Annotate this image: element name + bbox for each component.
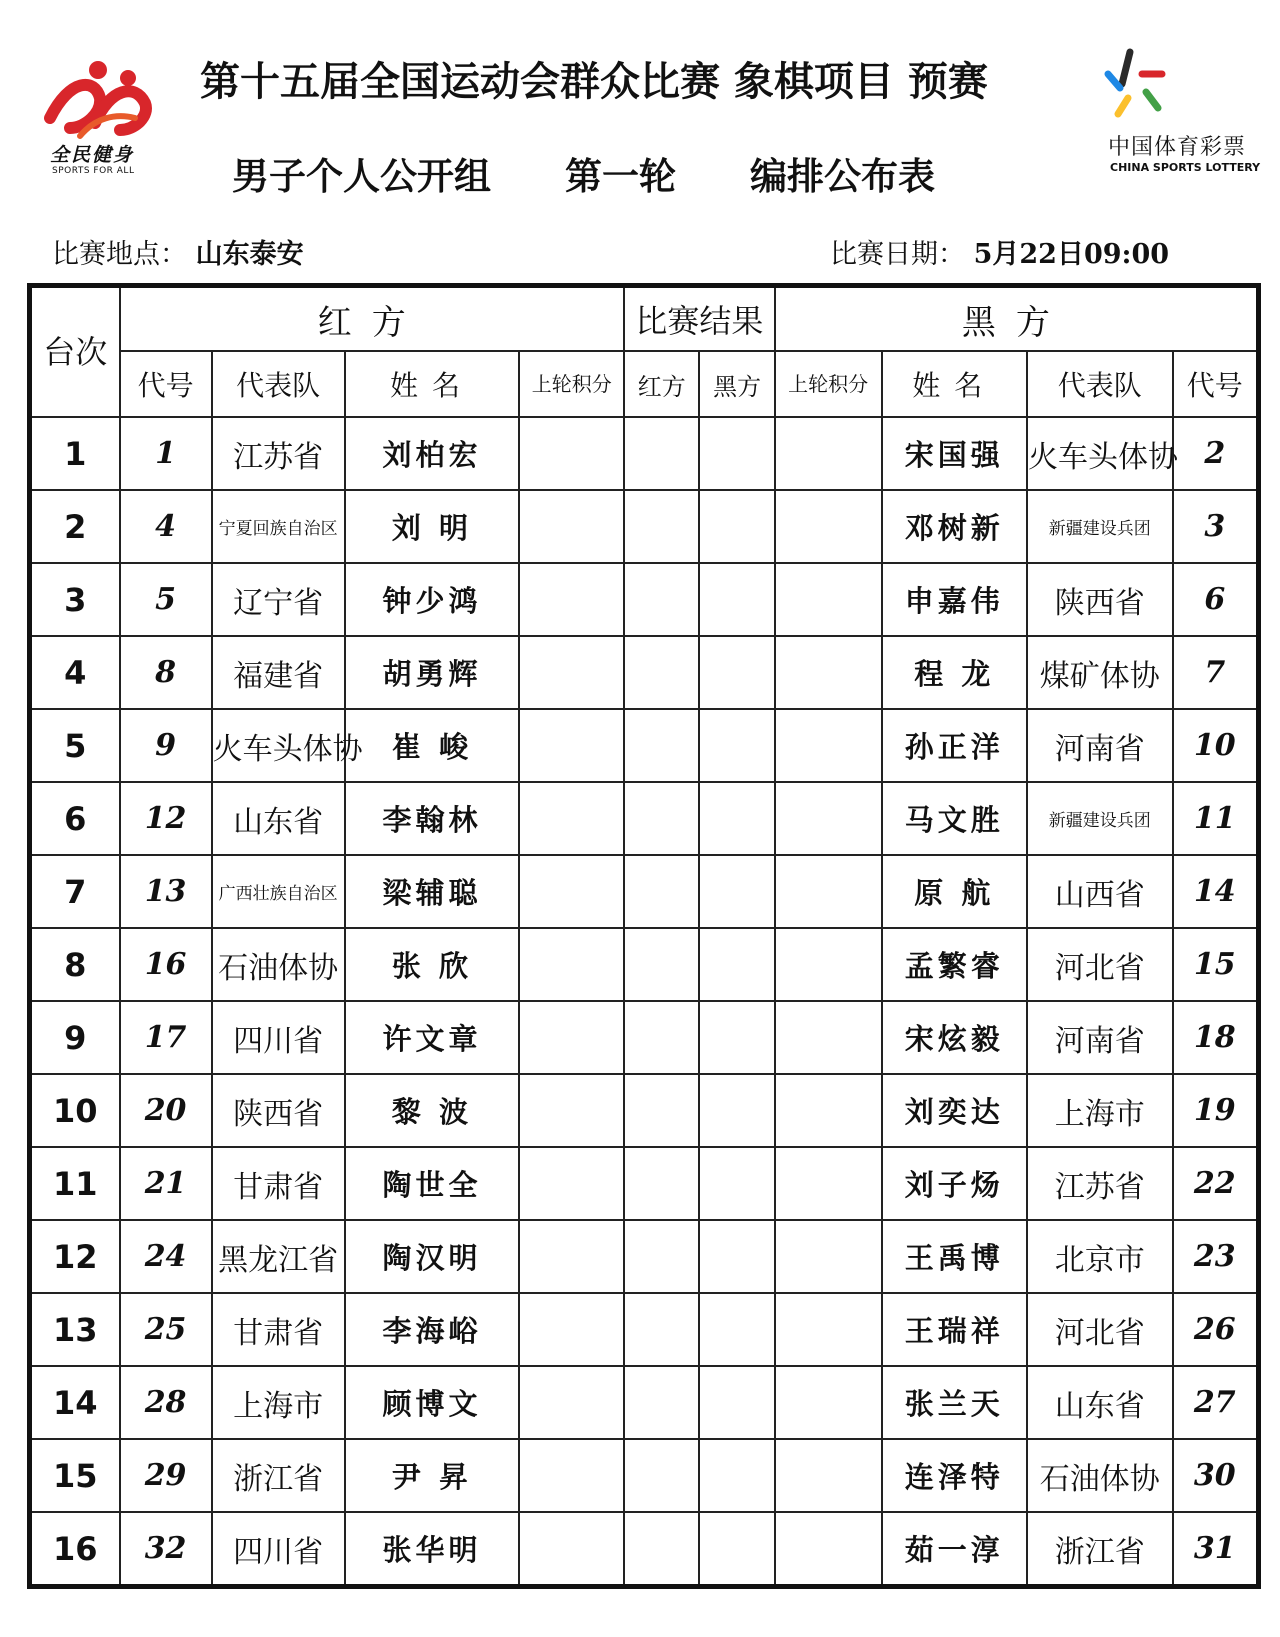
result-black: [699, 417, 774, 490]
red-prev-score: [519, 563, 624, 636]
result-red: [624, 1001, 699, 1074]
black-player-code: 3: [1173, 490, 1259, 563]
black-prev-score: [775, 709, 882, 782]
date-label: 比赛日期：: [830, 239, 965, 270]
result-black: [699, 709, 774, 782]
red-team: 上海市: [212, 1366, 345, 1439]
black-player-code: 18: [1173, 1001, 1259, 1074]
red-prev-score: [519, 1220, 624, 1293]
sports-for-all-emblem-icon: [40, 58, 160, 143]
red-player-code: 13: [120, 855, 212, 928]
black-player-name: 刘奕达: [882, 1074, 1028, 1147]
red-player-code: 8: [120, 636, 212, 709]
black-player-code: 7: [1173, 636, 1259, 709]
red-team: 四川省: [212, 1512, 345, 1587]
date-value: 5月22日09:00: [973, 239, 1170, 270]
black-prev-score: [775, 928, 882, 1001]
table-row: [30, 417, 1259, 490]
result-red: [624, 636, 699, 709]
result-red: [624, 1147, 699, 1220]
black-team-header: 代表队: [1027, 351, 1173, 417]
group-title: 男子个人公开组: [232, 154, 491, 198]
red-team: 石油体协: [212, 928, 345, 1001]
red-team: 陕西省: [212, 1074, 345, 1147]
black-player-name: 孙正洋: [882, 709, 1028, 782]
black-player-name: 邓树新: [882, 490, 1028, 563]
red-player-code: 29: [120, 1439, 212, 1512]
round-title: 第一轮: [565, 154, 676, 198]
result-black: [699, 1147, 774, 1220]
red-team-header: 代表队: [212, 351, 345, 417]
sports-for-all-name: 全民健身: [50, 144, 135, 166]
table-row: [30, 1293, 1259, 1366]
black-prev-score: [775, 1439, 882, 1512]
board-number: 16: [30, 1512, 120, 1587]
black-player-code: 23: [1173, 1220, 1259, 1293]
red-player-code: 4: [120, 490, 212, 563]
result-red: [624, 1220, 699, 1293]
red-player-name: 顾博文: [345, 1366, 520, 1439]
board-number: 2: [30, 490, 120, 563]
table-row: [30, 1074, 1259, 1147]
red-prev-score: [519, 709, 624, 782]
red-team: 宁夏回族自治区: [212, 490, 345, 563]
red-player-code: 21: [120, 1147, 212, 1220]
board-number: 14: [30, 1366, 120, 1439]
black-team: 河北省: [1027, 1293, 1173, 1366]
black-team: 山西省: [1027, 855, 1173, 928]
venue-line: [52, 232, 304, 271]
red-player-name: 刘 明: [345, 490, 520, 563]
board-number: 3: [30, 563, 120, 636]
venue-value: 山东泰安: [195, 239, 304, 270]
red-player-name: 崔 峻: [345, 709, 520, 782]
red-team: 甘肃省: [212, 1293, 345, 1366]
table-row: [30, 928, 1259, 1001]
china-sports-lottery-name-en: CHINA SPORTS LOTTERY: [1110, 161, 1261, 174]
black-team: 火车头体协: [1027, 417, 1173, 490]
table-row: [30, 1147, 1259, 1220]
black-player-name: 原 航: [882, 855, 1028, 928]
red-player-name: 尹 昇: [345, 1439, 520, 1512]
red-player-name: 刘柏宏: [345, 417, 520, 490]
table-row: [30, 563, 1259, 636]
result-red: [624, 1293, 699, 1366]
black-player-code: 2: [1173, 417, 1259, 490]
black-player-code: 26: [1173, 1293, 1259, 1366]
board-number: 11: [30, 1147, 120, 1220]
black-team: 江苏省: [1027, 1147, 1173, 1220]
black-player-code: 22: [1173, 1147, 1259, 1220]
black-team: 河北省: [1027, 928, 1173, 1001]
red-code-header: 代号: [120, 351, 212, 417]
sports-for-all-logo: [40, 58, 170, 178]
black-player-code: 15: [1173, 928, 1259, 1001]
red-player-code: 25: [120, 1293, 212, 1366]
black-team: 石油体协: [1027, 1439, 1173, 1512]
black-team: 河南省: [1027, 1001, 1173, 1074]
board-number: 8: [30, 928, 120, 1001]
result-black: [699, 928, 774, 1001]
black-prev-score: [775, 563, 882, 636]
china-sports-lottery-name: 中国体育彩票: [1108, 135, 1247, 160]
black-team: 山东省: [1027, 1366, 1173, 1439]
result-red: [624, 490, 699, 563]
black-side-header: 黑方: [775, 286, 1259, 352]
black-player-name: 申嘉伟: [882, 563, 1028, 636]
venue-label: 比赛地点：: [52, 239, 187, 270]
red-prev-score: [519, 490, 624, 563]
black-player-code: 30: [1173, 1439, 1259, 1512]
black-code-header: 代号: [1173, 351, 1259, 417]
black-prev-score: [775, 855, 882, 928]
black-player-name: 连泽特: [882, 1439, 1028, 1512]
black-team: 新疆建设兵团: [1027, 490, 1173, 563]
result-black: [699, 1439, 774, 1512]
red-player-name: 胡勇辉: [345, 636, 520, 709]
board-number: 4: [30, 636, 120, 709]
table-row: [30, 1220, 1259, 1293]
red-prev-score: [519, 855, 624, 928]
table-row: [30, 782, 1259, 855]
sports-for-all-name-en: SPORTS FOR ALL: [52, 166, 135, 176]
red-player-code: 32: [120, 1512, 212, 1587]
result-header: 比赛结果: [624, 286, 775, 352]
red-player-name: 梁辅聪: [345, 855, 520, 928]
pairing-table: [27, 283, 1261, 1589]
result-red: [624, 1074, 699, 1147]
result-red: [624, 1512, 699, 1587]
result-black: [699, 1074, 774, 1147]
red-team: 浙江省: [212, 1439, 345, 1512]
result-red: [624, 563, 699, 636]
red-player-code: 12: [120, 782, 212, 855]
black-player-name: 宋国强: [882, 417, 1028, 490]
black-player-name: 王禹博: [882, 1220, 1028, 1293]
result-black: [699, 1366, 774, 1439]
red-prev-score: [519, 417, 624, 490]
red-team: 广西壮族自治区: [212, 855, 345, 928]
red-prev-score: [519, 1001, 624, 1074]
black-player-name: 茹一淳: [882, 1512, 1028, 1587]
board-number: 5: [30, 709, 120, 782]
red-prev-score: [519, 1366, 624, 1439]
black-player-code: 31: [1173, 1512, 1259, 1587]
result-black: [699, 1293, 774, 1366]
black-player-code: 14: [1173, 855, 1259, 928]
black-player-code: 11: [1173, 782, 1259, 855]
date-line: [830, 232, 1169, 271]
result-black: [699, 563, 774, 636]
black-player-name: 张兰天: [882, 1366, 1028, 1439]
result-black: [699, 1220, 774, 1293]
result-red: [624, 928, 699, 1001]
table-row: [30, 855, 1259, 928]
black-player-code: 10: [1173, 709, 1259, 782]
board-number: 6: [30, 782, 120, 855]
red-prev-score: [519, 636, 624, 709]
result-black: [699, 855, 774, 928]
black-player-code: 19: [1173, 1074, 1259, 1147]
result-red: [624, 1439, 699, 1512]
red-player-name: 黎 波: [345, 1074, 520, 1147]
red-player-code: 16: [120, 928, 212, 1001]
black-prev-score-header: 上轮积分: [775, 351, 882, 417]
table-row: [30, 1001, 1259, 1074]
black-prev-score: [775, 782, 882, 855]
result-black: [699, 782, 774, 855]
board-number: 15: [30, 1439, 120, 1512]
black-team: 煤矿体协: [1027, 636, 1173, 709]
black-prev-score: [775, 1293, 882, 1366]
table-row: [30, 709, 1259, 782]
table-row: [30, 1512, 1259, 1587]
black-team: 河南省: [1027, 709, 1173, 782]
black-team: 新疆建设兵团: [1027, 782, 1173, 855]
red-player-name: 李海峪: [345, 1293, 520, 1366]
black-team: 北京市: [1027, 1220, 1173, 1293]
red-player-name: 李翰林: [345, 782, 520, 855]
black-team: 上海市: [1027, 1074, 1173, 1147]
red-player-code: 20: [120, 1074, 212, 1147]
red-team: 四川省: [212, 1001, 345, 1074]
doc-type-title: 编排公布表: [750, 154, 935, 198]
board-number: 12: [30, 1220, 120, 1293]
black-prev-score: [775, 1001, 882, 1074]
red-prev-score: [519, 1147, 624, 1220]
red-prev-score: [519, 1293, 624, 1366]
black-prev-score: [775, 1366, 882, 1439]
red-team: 黑龙江省: [212, 1220, 345, 1293]
black-player-name: 马文胜: [882, 782, 1028, 855]
document-title: 第十五届全国运动会群众比赛 象棋项目 预赛: [200, 58, 988, 105]
table-row: [30, 636, 1259, 709]
black-prev-score: [775, 1512, 882, 1587]
result-black: [699, 1512, 774, 1587]
red-team: 福建省: [212, 636, 345, 709]
result-red: [624, 709, 699, 782]
black-player-name: 王瑞祥: [882, 1293, 1028, 1366]
red-player-name: 张 欣: [345, 928, 520, 1001]
black-team: 浙江省: [1027, 1512, 1173, 1587]
red-player-code: 1: [120, 417, 212, 490]
black-team: 陕西省: [1027, 563, 1173, 636]
black-prev-score: [775, 1074, 882, 1147]
red-player-code: 5: [120, 563, 212, 636]
black-prev-score: [775, 417, 882, 490]
result-red: [624, 855, 699, 928]
black-player-code: 27: [1173, 1366, 1259, 1439]
china-sports-lottery-logo: [1100, 44, 1270, 184]
red-team: 江苏省: [212, 417, 345, 490]
result-red: [624, 782, 699, 855]
result-black: [699, 636, 774, 709]
red-prev-score: [519, 1512, 624, 1587]
black-player-name: 宋炫毅: [882, 1001, 1028, 1074]
red-player-code: 28: [120, 1366, 212, 1439]
red-player-name: 张华明: [345, 1512, 520, 1587]
black-player-name: 程 龙: [882, 636, 1028, 709]
black-player-name: 刘子炀: [882, 1147, 1028, 1220]
red-player-code: 17: [120, 1001, 212, 1074]
black-player-code: 6: [1173, 563, 1259, 636]
red-prev-score: [519, 1439, 624, 1512]
board-number: 7: [30, 855, 120, 928]
board-number: 9: [30, 1001, 120, 1074]
red-player-code: 24: [120, 1220, 212, 1293]
red-prev-score: [519, 782, 624, 855]
red-player-name: 钟少鸿: [345, 563, 520, 636]
red-team: 火车头体协: [212, 709, 345, 782]
red-team: 甘肃省: [212, 1147, 345, 1220]
red-player-name: 陶汉明: [345, 1220, 520, 1293]
red-player-name: 陶世全: [345, 1147, 520, 1220]
red-team: 辽宁省: [212, 563, 345, 636]
red-prev-score: [519, 1074, 624, 1147]
board-number: 10: [30, 1074, 120, 1147]
black-name-header: 姓名: [882, 351, 1028, 417]
result-red: [624, 1366, 699, 1439]
lottery-emblem-icon: [1100, 44, 1180, 124]
red-player-code: 9: [120, 709, 212, 782]
red-name-header: 姓名: [345, 351, 520, 417]
result-black-header: 黑方: [699, 351, 774, 417]
black-player-name: 孟繁睿: [882, 928, 1028, 1001]
black-prev-score: [775, 1147, 882, 1220]
table-row: [30, 1439, 1259, 1512]
result-red: [624, 417, 699, 490]
table-row: [30, 1366, 1259, 1439]
result-black: [699, 490, 774, 563]
board-header: 台次: [30, 286, 120, 418]
result-red-header: 红方: [624, 351, 699, 417]
red-prev-score: [519, 928, 624, 1001]
table-row: [30, 490, 1259, 563]
red-team: 山东省: [212, 782, 345, 855]
board-number: 1: [30, 417, 120, 490]
red-side-header: 红方: [120, 286, 625, 352]
black-prev-score: [775, 490, 882, 563]
red-prev-score-header: 上轮积分: [519, 351, 624, 417]
board-number: 13: [30, 1293, 120, 1366]
black-prev-score: [775, 1220, 882, 1293]
result-black: [699, 1001, 774, 1074]
red-player-name: 许文章: [345, 1001, 520, 1074]
black-prev-score: [775, 636, 882, 709]
